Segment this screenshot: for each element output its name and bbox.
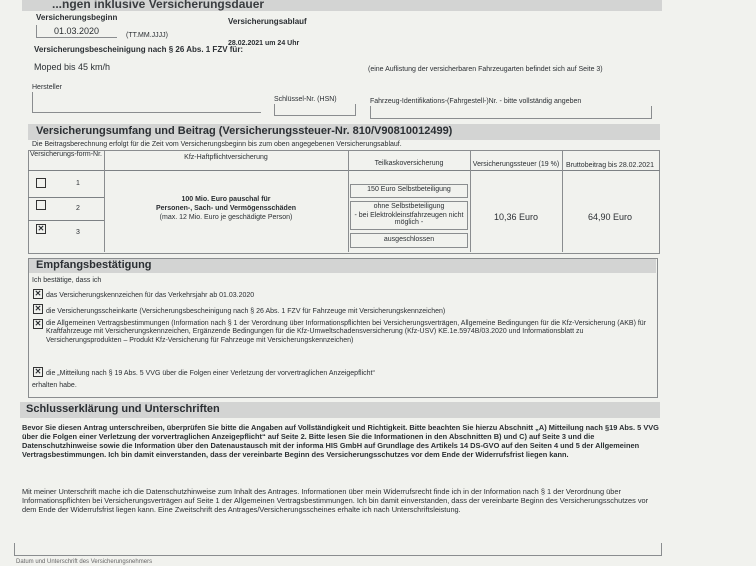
tax-value: 10,36 Euro xyxy=(493,212,539,222)
receipt-item-3: die Allgemeinen Vertragsbestimmungen (Information nach § 1 der Verordnung über Informationspflichten bei Versicherungsverträgen, Allgemeine Bedingungen für die Kfz-Versicherung (AKB) für Kraftfahrzeuge mit Versicherungskennzeichen, Ergänzende Bedingungen für die Kfz-Umweltschadensversicherung (Kfz-USV) KE.1e.5974B/03.2020 und Informationsblatt zu Versicherungsprodukten – Produkt Kfz-Versicherung für Fahrzeuge mit Versicherungskennzeichen) xyxy=(46,320,647,344)
vehicle-type: Moped bis 45 km/h xyxy=(34,62,111,72)
row-1-number: 1 xyxy=(76,180,80,187)
begin-label: Versicherungsbeginn xyxy=(36,13,118,22)
row-1-checkbox[interactable] xyxy=(36,178,46,188)
closing-para-1: Bevor Sie diesen Antrag unterschreiben, überprüfen Sie bitte die Angaben auf Vollständigkeit und Richtigkeit. Bitte beachten Sie hierzu Abschnitt „A) Mitteilung nach §19 Abs. 5 VVG über die Folgen einer Verletzung der vorvertraglichen Anzeigepflicht“ auf Seite 2. Bitte lesen Sie die Informationen in den Abschnitten B) und C) auf Seite 3 und die Datenschutzhinweise sowie die Information über den Datenaustausch mit der informa HIS GmbH auf Grundlage des Artikels 14 DS-GVO auf den Seiten 4 und 5 der Allgemeinen Vertragsbestimmungen. Ich bin damit einverstanden, dass der vereinbarte Beginn des Versicherungsschutzes vor dem Ende der Widerrufsfrist liegen kann. xyxy=(22,423,659,459)
partial-option-2-label: ohne Selbstbeteiligung xyxy=(373,203,445,210)
signature-field[interactable] xyxy=(14,543,662,556)
partial-option-1-label: 150 Euro Selbstbeteiligung xyxy=(367,186,451,193)
receipt-item-3-checkbox[interactable]: ✕ xyxy=(34,319,42,328)
partial-option-3-label: ausgeschlossen xyxy=(383,236,435,243)
hsn-field[interactable] xyxy=(274,104,356,116)
receipt-outro: erhalten habe. xyxy=(32,382,77,389)
liability-line-3: (max. 12 Mio. Euro je geschädigte Person) xyxy=(159,214,293,221)
receipt-item-1: das Versicherungskennzeichen für das Verkehrsjahr ab 01.03.2020 xyxy=(46,292,255,299)
liability-line-1: 100 Mio. Euro pauschal für xyxy=(181,196,271,203)
manufacturer-label: Hersteller xyxy=(32,84,62,91)
row-2-checkbox[interactable] xyxy=(36,200,46,210)
row-3-number: 3 xyxy=(76,229,80,236)
list-note: (eine Auflistung der versicherbaren Fahrzeugarten befindet sich auf Seite 3) xyxy=(368,66,603,73)
col-liability-header: Kfz-Haftpflichtversicherung xyxy=(184,154,268,161)
col-form-header: Versicherungs-form-Nr. xyxy=(30,151,102,158)
receipt-item-4: die „Mitteilung nach § 19 Abs. 5 VVG über die Folgen einer Verletzung der vorvertraglichen Anzeigepflicht“ xyxy=(46,370,375,377)
gross-value: 64,90 Euro xyxy=(587,212,633,222)
receipt-intro: Ich bestätige, dass ich xyxy=(32,277,102,284)
liability-line-2: Personen-, Sach- und Vermögensschäden xyxy=(155,205,297,212)
receipt-title: Empfangsbestätigung xyxy=(36,259,152,271)
receipt-item-1-checkbox[interactable]: ✕ xyxy=(34,289,42,298)
closing-title: Schlusserklärung und Unterschriften xyxy=(26,403,220,415)
manufacturer-field[interactable] xyxy=(32,92,261,113)
closing-para-2: Mit meiner Unterschrift mache ich die Datenschutzhinweise zum Inhalt des Antrages. Informationen über mein Widerrufsrecht finde ich in der Information nach § 1 der Verordnung über Informationspflichten bei Versicherungsverträgen auf Seite 1 der Allgemeinen Vertragsbestimmungen. Ich bin damit einverstanden, dass der vereinbarte Beginn des Versicherungsschutzes vor dem Ende der Widerrufsfrist liegen kann. Eine Zweitschrift des Antrages/Versicherungsscheines erhalte ich nach Unterschriftsleistung. xyxy=(22,487,649,514)
partial-option-2-note: - bei Elektrokleinstfahrzeugen nicht möglich - xyxy=(354,212,464,226)
table-header-rule xyxy=(28,170,660,171)
certificate-label: Versicherungsbescheinigung nach § 26 Abs. 1 FZV für: xyxy=(34,45,244,54)
receipt-item-4-checkbox[interactable]: ✕ xyxy=(34,367,42,376)
col-tax-header: Versicherungssteuer (19 %) xyxy=(472,161,560,168)
signature-label: Datum und Unterschrift des Versicherungsnehmers xyxy=(16,559,153,565)
col-gross-header: Bruttobeitrag bis 28.02.2021 xyxy=(566,162,654,169)
begin-value: 01.03.2020 xyxy=(54,26,100,36)
col-partial-header: Teilkaskoversicherung xyxy=(374,160,444,167)
receipt-item-2: die Versicherungsscheinkarte (Versicherungsbescheinigung nach § 26 Abs. 1 FZV für Fahrzeuge mit Versicherungskennzeichen) xyxy=(46,308,446,315)
begin-format: (TT.MM.JJJJ) xyxy=(126,32,168,39)
end-label: Versicherungsablauf xyxy=(228,17,307,26)
coverage-title: Versicherungsumfang und Beitrag (Versicherungssteuer-Nr. 810/V90810012499) xyxy=(36,125,453,137)
hsn-label: Schlüssel-Nr. (HSN) xyxy=(274,96,337,103)
top-title: ...ngen inklusive Versicherungsdauer xyxy=(52,0,265,11)
vin-label: Fahrzeug-Identifikations-(Fahrgestell-)Nr. - bitte vollständig angeben xyxy=(370,98,582,105)
row-3-checkbox[interactable]: ✕ xyxy=(37,224,45,233)
receipt-item-2-checkbox[interactable]: ✕ xyxy=(34,304,42,313)
vin-field[interactable] xyxy=(370,106,652,119)
coverage-subtitle: Die Beitragsberechnung erfolgt für die Zeit vom Versicherungsbeginn bis zum oben angegebenen Versicherungsablauf. xyxy=(32,141,402,148)
end-value: 28.02.2021 um 24 Uhr xyxy=(228,40,300,47)
row-2-number: 2 xyxy=(76,205,80,212)
